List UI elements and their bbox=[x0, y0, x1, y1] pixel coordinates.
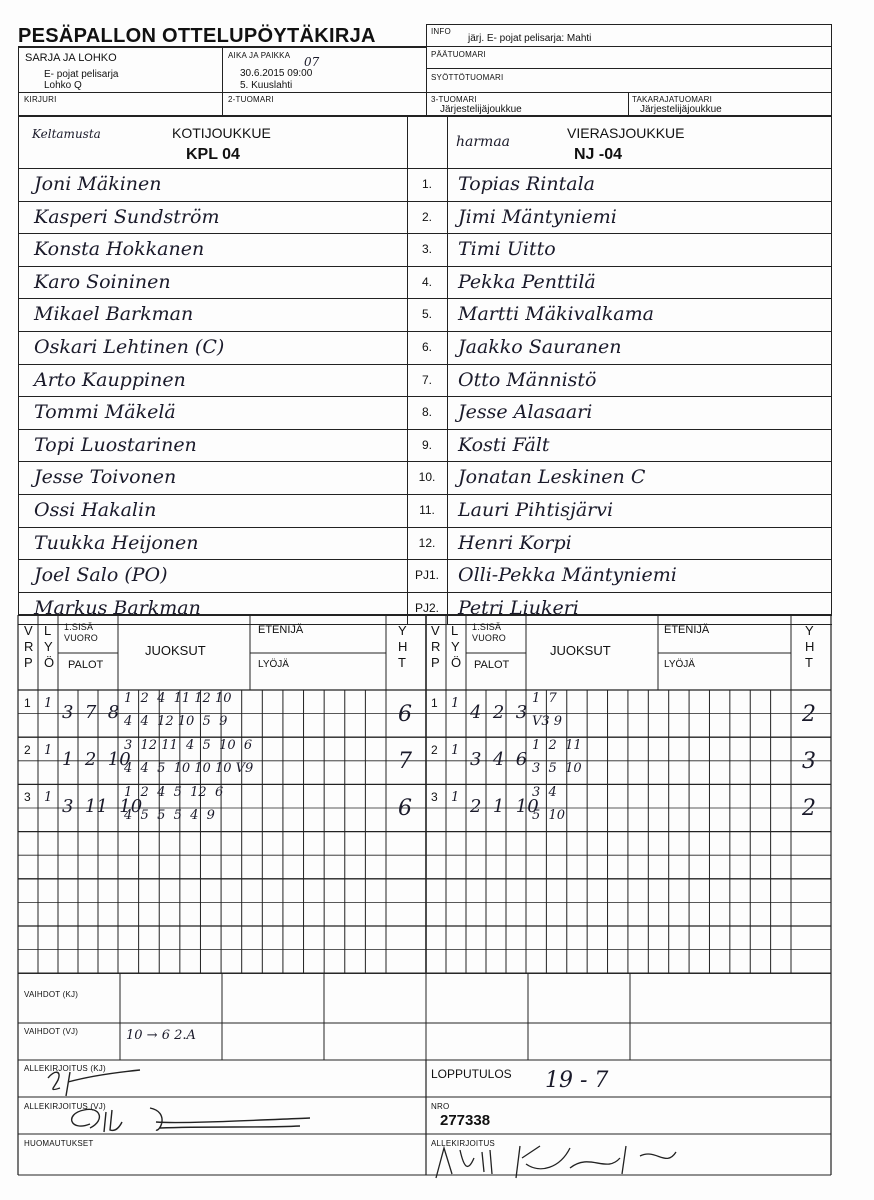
home-runs-top: 1 2 4 11 12 10 bbox=[124, 691, 232, 706]
home-name: KPL 04 bbox=[186, 146, 240, 163]
result-label: LOPPUTULOS bbox=[431, 1067, 512, 1081]
time-hand-note: 07 bbox=[304, 55, 320, 69]
home-runs-top: 1 2 4 5 12 6 bbox=[124, 785, 224, 801]
series-value-2: Lohko Q bbox=[44, 80, 82, 91]
away-runs-top: 1 2 11 bbox=[532, 738, 582, 754]
back-umpire-label: TAKARAJATUOMARI bbox=[632, 95, 713, 104]
sign-home-label: ALLEKIRJOITUS (KJ) bbox=[24, 1064, 106, 1073]
home-ly-mark: 1 bbox=[44, 743, 53, 759]
home-runs-top: 3 12 11 4 5 10 6 bbox=[124, 738, 253, 754]
period-number-home: 2 bbox=[24, 743, 31, 758]
nro-label: NRO bbox=[431, 1102, 450, 1111]
roster-away-player: Jesse Alasaari bbox=[458, 401, 593, 424]
away-v-header: V R P bbox=[431, 623, 441, 670]
away-runs-bottom: 5 10 bbox=[532, 808, 566, 824]
away-total: 3 bbox=[802, 749, 816, 775]
home-ly-mark: 1 bbox=[44, 696, 53, 711]
home-ly-mark: 1 bbox=[44, 790, 53, 806]
result-value: 19 - 7 bbox=[545, 1068, 609, 1093]
roster-number: 7. bbox=[421, 372, 432, 387]
roster-home-player: Topi Luostarinen bbox=[34, 433, 197, 456]
roster-number: PJ1. bbox=[414, 568, 439, 583]
away-lyoja-header: LYÖJÄ bbox=[664, 659, 695, 670]
roster-number: 5. bbox=[421, 307, 432, 322]
roster-away-player: Olli-Pekka Mäntyniemi bbox=[458, 564, 677, 587]
roster-home-player: Tommi Mäkelä bbox=[34, 401, 176, 424]
roster-home-player: Mikael Barkman bbox=[34, 303, 194, 326]
roster-away-player: Petri Liukeri bbox=[458, 596, 579, 619]
home-total: 7 bbox=[398, 749, 412, 775]
roster-number: 2. bbox=[421, 209, 432, 224]
home-palot: 3 7 8 bbox=[62, 702, 120, 723]
away-signature bbox=[60, 1102, 320, 1142]
home-total: 6 bbox=[398, 702, 412, 727]
home-etenija-header: ETENIJÄ bbox=[258, 624, 304, 636]
roster-away-player: Pekka Penttilä bbox=[458, 270, 596, 293]
roster-away-player: Lauri Pihtisjärvi bbox=[458, 499, 614, 521]
home-total: 6 bbox=[398, 796, 412, 822]
away-ly-mark: 1 bbox=[451, 790, 460, 806]
roster-home-player: Jesse Toivonen bbox=[34, 466, 177, 489]
time-label: AIKA JA PAIKKA bbox=[228, 51, 291, 60]
nro-value: 277338 bbox=[440, 1112, 491, 1129]
home-palot-header: PALOT bbox=[68, 659, 104, 671]
away-etenija-header: ETENIJÄ bbox=[664, 624, 710, 636]
home-sisa-header: 1.SISÄ VUORO bbox=[64, 622, 99, 643]
roster-number: 11. bbox=[419, 503, 435, 517]
home-v-header: V R P bbox=[24, 623, 34, 670]
home-signature bbox=[40, 1066, 150, 1100]
away-palot-header: PALOT bbox=[474, 659, 510, 671]
period-number-away: 2 bbox=[431, 743, 438, 758]
roster-number: 4. bbox=[421, 274, 432, 289]
away-name: NJ -04 bbox=[574, 146, 623, 163]
away-ly-header: L Y Ö bbox=[451, 623, 462, 670]
info-value: järj. E- pojat pelisarja: Mahti bbox=[468, 33, 592, 44]
sign-away-label: ALLEKIRJOITUS (VJ) bbox=[24, 1102, 106, 1111]
roster-number: PJ2. bbox=[414, 600, 439, 615]
home-runs-bottom: 4 4 5 10 10 10 V9 bbox=[124, 761, 254, 777]
subs-away-value: 10 → 6 2.A bbox=[126, 1028, 196, 1043]
roster-away-player: Timi Uitto bbox=[458, 238, 556, 261]
official-signature bbox=[430, 1138, 690, 1182]
period-number-away: 3 bbox=[431, 790, 438, 805]
away-color: harmaa bbox=[456, 134, 511, 150]
home-yht-header: Y H T bbox=[398, 623, 408, 670]
document-title: PESÄPALLON OTTELUPÖYTÄKIRJA bbox=[18, 25, 376, 47]
series-value-1: E- pojat pelisarja bbox=[44, 69, 119, 80]
roster-home-player: Ossi Hakalin bbox=[34, 499, 157, 521]
home-palot: 1 2 10 bbox=[62, 749, 131, 771]
roster-home-player: Arto Kauppinen bbox=[34, 368, 186, 391]
period-number-away: 1 bbox=[431, 696, 438, 710]
roster-number: 10. bbox=[418, 470, 436, 485]
away-palot: 3 4 6 bbox=[470, 749, 528, 771]
roster-home-player: Oskari Lehtinen (C) bbox=[34, 336, 225, 358]
home-lyoja-header: LYÖJÄ bbox=[258, 659, 289, 670]
roster-home-player: Konsta Hokkanen bbox=[34, 238, 205, 261]
roster-away-player: Henri Korpi bbox=[458, 531, 572, 554]
away-juoksut-header: JUOKSUT bbox=[550, 643, 611, 658]
pitch-umpire-label: SYÖTTÖTUOMARI bbox=[431, 73, 504, 82]
back-umpire-value: Järjestelijäjoukkue bbox=[640, 104, 722, 115]
subs-home-label: VAIHDOT (KJ) bbox=[24, 990, 79, 999]
umpire3-label: 3-TUOMARI bbox=[431, 95, 477, 104]
roster-away-player: Martti Mäkivalkama bbox=[458, 303, 654, 326]
roster-home-player: Tuukka Heijonen bbox=[34, 531, 199, 554]
away-ly-mark: 1 bbox=[451, 696, 460, 711]
time-value-1: 30.6.2015 09:00 bbox=[240, 68, 313, 79]
away-label: VIERASJOUKKUE bbox=[567, 125, 685, 141]
home-runs-bottom: 4 4 12 10 5 9 bbox=[124, 714, 228, 729]
home-palot: 3 11 10 bbox=[62, 796, 143, 818]
away-ly-mark: 1 bbox=[451, 743, 460, 759]
away-palot: 2 1 10 bbox=[470, 796, 539, 818]
away-runs-top: 3 4 bbox=[532, 785, 557, 801]
subs-away-label: VAIHDOT (VJ) bbox=[24, 1027, 79, 1036]
roster-home-player: Markus Barkman bbox=[34, 596, 201, 619]
away-runs-top: 1 7 bbox=[532, 691, 557, 706]
roster-number: 3. bbox=[421, 242, 432, 257]
roster-away-player: Kosti Fält bbox=[458, 433, 550, 456]
home-runs-bottom: 4 5 5 5 4 9 bbox=[124, 808, 215, 824]
series-label: SARJA JA LOHKO bbox=[25, 52, 117, 64]
home-juoksut-header: JUOKSUT bbox=[145, 643, 206, 658]
home-ly-header: L Y Ö bbox=[44, 623, 55, 670]
info-label: INFO bbox=[431, 27, 451, 36]
chief-umpire-label: PÄÄTUOMARI bbox=[431, 50, 486, 59]
roster-away-player: Jimi Mäntyniemi bbox=[458, 205, 617, 228]
roster-home-player: Joni Mäkinen bbox=[34, 173, 162, 195]
roster-home-player: Karo Soininen bbox=[34, 270, 171, 293]
roster-home-player: Joel Salo (PO) bbox=[34, 564, 168, 587]
away-yht-header: Y H T bbox=[805, 623, 815, 670]
away-runs-bottom: 3 5 10 bbox=[532, 761, 582, 777]
roster-number: 8. bbox=[421, 405, 432, 420]
umpire2-label: 2-TUOMARI bbox=[228, 95, 274, 104]
roster-away-player: Otto Männistö bbox=[458, 368, 597, 391]
roster-number: 9. bbox=[421, 437, 432, 452]
away-runs-bottom: V3 9 bbox=[532, 714, 563, 729]
scorer-label: KIRJURI bbox=[24, 95, 57, 104]
away-total: 2 bbox=[802, 702, 816, 727]
away-sisa-header: 1.SISÄ VUORO bbox=[472, 622, 507, 643]
roster-number: 6. bbox=[421, 340, 432, 354]
sign-label: ALLEKIRJOITUS bbox=[431, 1139, 495, 1148]
umpire3-value: Järjestelijäjoukkue bbox=[440, 104, 522, 115]
roster-away-player: Topias Rintala bbox=[458, 173, 595, 195]
roster-number: 12. bbox=[418, 535, 436, 550]
home-label: KOTIJOUKKUE bbox=[172, 125, 271, 141]
roster-away-player: Jonatan Leskinen C bbox=[458, 466, 646, 489]
away-palot: 4 2 3 bbox=[470, 702, 528, 723]
home-color: Keltamusta bbox=[32, 127, 101, 141]
period-number-home: 3 bbox=[24, 790, 31, 805]
remarks-label: HUOMAUTUKSET bbox=[24, 1139, 94, 1148]
roster-away-player: Jaakko Sauranen bbox=[458, 336, 622, 358]
away-total: 2 bbox=[802, 796, 816, 822]
time-value-2: 5. Kuuslahti bbox=[240, 80, 293, 91]
period-number-home: 1 bbox=[24, 696, 31, 710]
roster-number: 1. bbox=[421, 177, 432, 191]
roster-home-player: Kasperi Sundström bbox=[34, 205, 220, 228]
